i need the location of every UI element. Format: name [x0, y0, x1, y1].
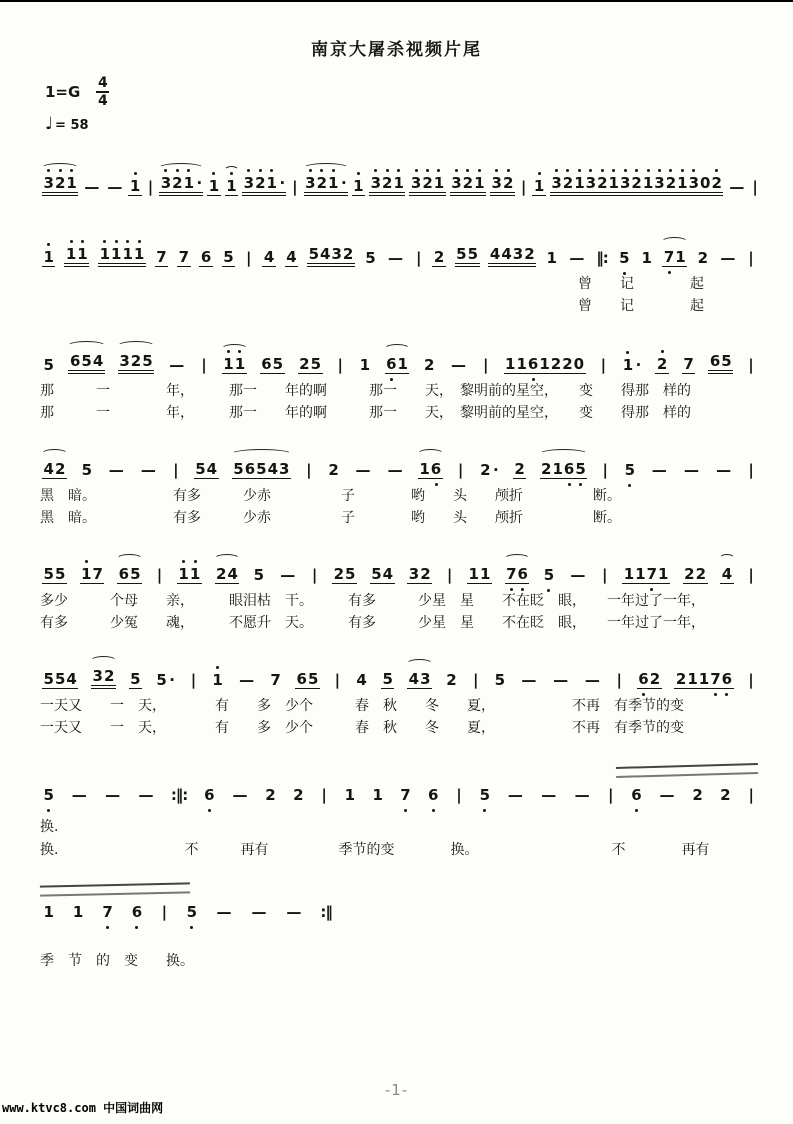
dash-note: — — [355, 461, 371, 479]
barline: | — [311, 566, 318, 584]
barline: | — [321, 786, 327, 804]
note-group: 5 — [43, 356, 54, 374]
note-group: 6 5 4 — [68, 352, 104, 374]
dash-note: — — [286, 903, 302, 921]
note-group: 2 — [446, 671, 457, 689]
note-group: 1 — [43, 248, 54, 266]
dash-note: — — [450, 356, 466, 374]
lyrics-row: 多少 个母 亲， 眼泪枯 干。 有多 少星 星 不在眨 眼， 一年过了一年， — [40, 593, 705, 609]
lyrics-row: 换. — [40, 819, 59, 835]
note-group: 6 — [428, 786, 439, 804]
dash-note: — — [387, 461, 403, 479]
note-group: 5 5 — [43, 565, 66, 583]
note-group: 5 — [130, 670, 141, 688]
note-group: 7 — [156, 248, 167, 266]
note-group: 2 — [433, 248, 445, 266]
note-group: 5 — [624, 461, 636, 479]
notes-row — [40, 667, 758, 689]
barline: | — [748, 461, 754, 479]
note-group: 5 4 — [195, 460, 218, 478]
note-group: 7 — [102, 903, 113, 921]
note-group: 2 4 — [216, 565, 238, 583]
lyrics-row: 曾 记 起 — [578, 298, 704, 314]
note-group: 5 — [253, 566, 265, 584]
repeat-sign: ‖: — [596, 249, 608, 267]
note-group: 4 — [356, 671, 367, 689]
note-group: 5 — [186, 903, 198, 921]
barline: | — [472, 671, 479, 689]
dash-note: — — [521, 671, 537, 689]
dash-note: — — [570, 566, 586, 584]
note-group: 3 2 — [490, 174, 515, 196]
note-group: 1 7 — [81, 565, 103, 583]
rit-lines — [616, 763, 758, 778]
note-group: 7 1 — [663, 248, 686, 266]
score-line — [40, 245, 758, 314]
barline: | — [173, 461, 179, 479]
barline: | — [520, 178, 527, 196]
note-group: 5 — [494, 671, 506, 689]
barline: | — [456, 786, 462, 804]
dash-note: — — [138, 786, 154, 804]
dash-note: — — [216, 903, 232, 921]
barline: | — [600, 356, 607, 374]
note-group: 6 — [200, 248, 212, 266]
barline: | — [201, 356, 207, 374]
note-group: 1 — [533, 177, 545, 195]
barline: | — [337, 356, 344, 374]
barline: | — [748, 566, 754, 584]
barline: | — [602, 461, 608, 479]
lyrics-row: 黑 暗。 有多 少赤 子 哟 头 颅折 断。 — [40, 488, 621, 504]
barline: | — [246, 249, 252, 267]
key-signature: 1=G — [45, 83, 81, 101]
lyrics-row: 那 一 年， 那一 年的啊 那一 天， 黎明前的星空， 变 得那 样的 — [40, 405, 691, 421]
note-group: 3 2 1 3 2 1 3 2 1 3 2 1 3 0 2 — [550, 174, 724, 196]
note-group: 3 2 — [91, 667, 116, 689]
note-group: 3 2 1 · — [159, 174, 203, 196]
note-group: 4 3 — [408, 670, 431, 688]
note-group: 2 — [656, 355, 668, 373]
score-line — [40, 174, 758, 196]
tempo-value: = 58 — [55, 118, 89, 133]
dash-note: — — [584, 671, 600, 689]
watermark: www.ktvc8.com 中国词曲网 — [2, 1101, 164, 1115]
note-group: 5 — [365, 249, 376, 267]
note-group: 1 — [226, 177, 237, 195]
lyrics-row: 黑 暗。 有多 少赤 子 哟 头 颅折 断。 — [40, 510, 621, 526]
note-group: 1 1 6 1 2 2 0 — [505, 355, 585, 373]
note-group: 1 — [129, 177, 141, 195]
barline: | — [748, 249, 754, 267]
note-group: 1 — [353, 177, 364, 195]
repeat-sign: :‖: — [170, 786, 188, 804]
note-group: 2 1 6 5 — [541, 460, 586, 478]
note-group: 2 — [692, 786, 703, 804]
notes-row — [40, 352, 758, 374]
dash-note: — — [720, 249, 736, 267]
note-group: 1 — [212, 671, 223, 689]
barline: | — [334, 671, 341, 689]
note-group: 1 — [641, 249, 652, 267]
notes-row — [40, 174, 758, 196]
note-group: 1 — [208, 177, 220, 195]
note-group: 3 2 1 · — [242, 174, 286, 196]
note-group: 6 5 — [708, 352, 733, 374]
note-group: 4 — [263, 248, 275, 266]
lyrics-row: 曾 记 起 — [578, 276, 704, 292]
note-group: 7 6 — [506, 565, 528, 583]
note-group: 6 2 — [638, 670, 661, 688]
note-group: 5 — [619, 249, 630, 267]
note-group: 6 — [631, 786, 642, 804]
note-group: 2 · — [480, 461, 499, 479]
dash-note: — — [169, 356, 185, 374]
note-group: 1 · — [622, 356, 642, 374]
note-group: 6 1 — [386, 355, 408, 373]
dash-note: — — [651, 461, 667, 479]
note-group: 3 2 1 · — [304, 174, 348, 196]
note-group: 5 — [81, 461, 92, 479]
note-group: 2 — [328, 461, 339, 479]
score-line — [40, 457, 758, 526]
barline: | — [748, 671, 754, 689]
notes-row — [40, 457, 758, 479]
time-signature-bottom: 4 — [97, 93, 108, 109]
dash-note: — — [388, 249, 404, 267]
notes-row — [40, 782, 758, 804]
note-group: 1 — [372, 786, 383, 804]
note-group: 4 — [721, 565, 733, 583]
note-group: 3 2 5 — [118, 352, 154, 374]
notes-row — [40, 899, 335, 921]
lyrics-row: 季 节 的 变 换。 — [40, 953, 194, 969]
note-group: 1 1 — [178, 565, 201, 583]
note-group: 5 5 — [455, 245, 480, 267]
note-group: 7 — [178, 248, 189, 266]
note-group: 4 4 3 2 — [488, 245, 536, 267]
dash-note: — — [71, 786, 87, 804]
note-group: 7 — [400, 786, 411, 804]
barline: | — [415, 249, 422, 267]
lyrics-row: 换. 不 再有 季节的变 换。 不 再有 — [40, 842, 710, 858]
note-group: 1 1 — [223, 355, 246, 373]
note-group: 5 — [479, 786, 491, 804]
note-group: 2 — [720, 786, 731, 804]
note-group: 2 — [423, 356, 435, 374]
page-number: -1- — [384, 1081, 409, 1099]
dash-note: — — [683, 461, 699, 479]
dash-note: — — [140, 461, 156, 479]
note-group: 5 · — [156, 671, 175, 689]
barline: | — [161, 903, 168, 921]
score-line — [40, 782, 758, 858]
notes-row — [40, 245, 758, 267]
dash-note: — — [569, 249, 585, 267]
note-group: 1 — [344, 786, 356, 804]
time-signature-top: 4 — [97, 75, 108, 91]
score-line — [40, 899, 335, 969]
barline: | — [306, 461, 312, 479]
note-group: 3 2 1 — [450, 174, 486, 196]
note-group: 2 — [697, 249, 709, 267]
barline: | — [446, 566, 453, 584]
note-group: 4 — [286, 248, 297, 266]
dash-note: — — [729, 178, 745, 196]
note-group: 5 6 5 4 3 — [233, 460, 290, 478]
note-group: 1 1 1 1 — [98, 245, 146, 267]
note-group: 1 — [43, 903, 54, 921]
note-group: 1 1 — [468, 565, 491, 583]
score-line — [40, 667, 758, 736]
note-group: 1 — [546, 249, 557, 267]
note-group: 6 5 — [296, 670, 319, 688]
note-group: 3 2 1 — [369, 174, 405, 196]
lyrics-row: 有多 少冤 魂， 不愿升 天。 有多 少星 星 不在眨 眼， 一年过了一年， — [40, 615, 705, 631]
note-group: 2 1 1 7 6 — [675, 670, 733, 688]
note-group: 3 2 1 — [409, 174, 445, 196]
note-group: 3 2 — [408, 565, 431, 583]
note-group: 3 2 1 — [42, 174, 78, 196]
note-group: 4 2 — [43, 460, 66, 478]
note-group: 2 — [514, 460, 525, 478]
lyrics-row: 那 一 年， 那一 年的啊 那一 天， 黎明前的星空， 变 得那 样的 — [40, 383, 691, 399]
dash-note: — — [574, 786, 590, 804]
barline: | — [457, 461, 464, 479]
note-group: 1 1 — [64, 245, 89, 267]
dash-note: — — [84, 178, 100, 196]
note-group: 5 4 — [371, 565, 394, 583]
dash-note: — — [280, 566, 296, 584]
note-group: 5 4 3 2 — [307, 245, 355, 267]
barline: | — [616, 671, 623, 689]
score-line — [40, 562, 758, 631]
dash-note: — — [716, 461, 732, 479]
lyrics-row: 一天又 一 天， 有 多 少个 春 秋 冬 夏， 不再 有季节的变 — [40, 698, 684, 714]
note-group: 6 — [131, 903, 143, 921]
barline: | — [752, 178, 758, 196]
note-group: 1 — [72, 903, 84, 921]
note-group: 2 2 — [684, 565, 707, 583]
score — [0, 2, 793, 1124]
dash-note: — — [507, 786, 523, 804]
note-group: 1 1 7 1 — [623, 565, 669, 583]
note-group: 5 — [223, 248, 234, 266]
barline: | — [190, 671, 197, 689]
note-group: 2 5 — [333, 565, 356, 583]
dash-note: — — [105, 786, 121, 804]
note-group: 6 — [204, 786, 215, 804]
rit-lines — [40, 882, 190, 896]
notes-row — [40, 562, 758, 584]
note-group: 2 — [265, 786, 276, 804]
barline: | — [147, 178, 154, 196]
lyrics-row: 一天又 一 天， 有 多 少个 春 秋 冬 夏， 不再 有季节的变 — [40, 720, 684, 736]
note-group: 5 — [382, 670, 393, 688]
barline: | — [602, 566, 608, 584]
dash-note: — — [659, 786, 675, 804]
dash-note: — — [232, 786, 248, 804]
note-group: 7 — [683, 355, 694, 373]
barline: | — [292, 178, 298, 196]
quarter-note-icon: ♩ — [45, 114, 54, 134]
page-title: 南京大屠杀视频片尾 — [311, 40, 482, 60]
score-line — [40, 352, 758, 421]
note-group: 1 6 — [419, 460, 442, 478]
barline: | — [607, 786, 614, 804]
barline: | — [156, 566, 163, 584]
dash-note: — — [108, 461, 124, 479]
note-group: 5 — [543, 566, 555, 584]
barline: | — [748, 786, 754, 804]
barline: | — [483, 356, 489, 374]
note-group: 5 — [43, 786, 54, 804]
dash-note: — — [553, 671, 569, 689]
dash-note: — — [107, 178, 123, 196]
note-group: 7 — [270, 671, 281, 689]
barline: | — [748, 356, 754, 374]
note-group: 5 5 4 — [43, 670, 77, 688]
dash-note: — — [251, 903, 267, 921]
note-group: 6 5 — [118, 565, 141, 583]
dash-note: — — [239, 671, 255, 689]
note-group: 2 5 — [299, 355, 321, 373]
note-group: 2 — [293, 786, 304, 804]
dash-note: — — [541, 786, 557, 804]
note-group: 6 5 — [261, 355, 284, 373]
repeat-sign: :‖ — [320, 903, 332, 921]
note-group: 1 — [359, 356, 371, 374]
